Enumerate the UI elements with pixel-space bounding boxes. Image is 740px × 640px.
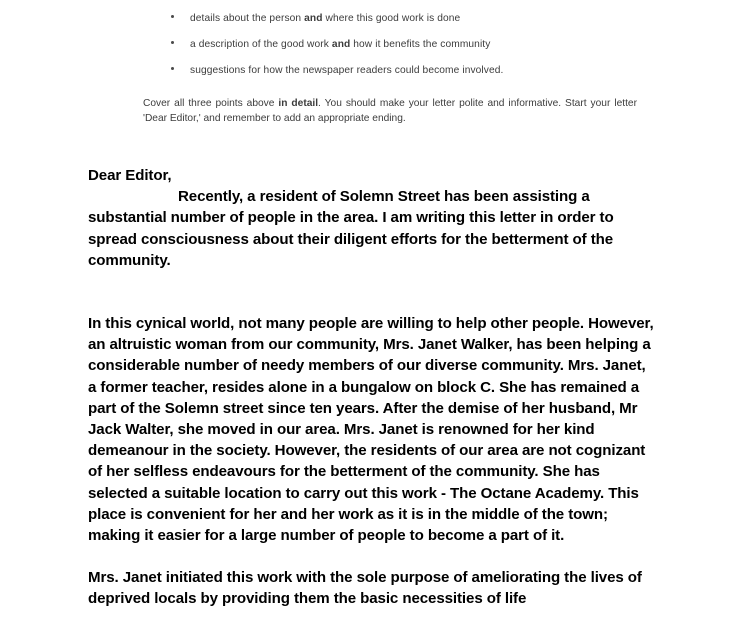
instruction-text (143, 97, 637, 127)
instruction-pre: Cover all three points above (143, 98, 279, 109)
list-item (143, 58, 639, 84)
bullet-text-pre: a description of the good work (190, 39, 332, 50)
bullet-text (190, 32, 639, 52)
bullet-text-post: where this good work is done (322, 13, 461, 24)
letter-paragraph-2: In this cynical world, not many people are willing to help other people. However, an altruistic woman from our community, Mrs. Janet Walker, has been helping a considerable number of needy members of our diverse community. Mrs. Janet, a former teacher, resides alone in a bungalow on block C. She has remained a part of the Solemn street since ten years. After the demise of her husband, Mr Jack Walter, she moved in our area. Mrs. Janet is renowned for her kind demeanour in the society. However, the residents of our area are not cognizant of her selfless endeavours for the betterment of the community. She has selected a suitable location to carry out this work - The Octane Academy. This place is convenient for her and her work as it is in the middle of the town; making it easier for a large number of people to become a part of it. (88, 315, 654, 545)
bullet-text-pre: details about the person (190, 13, 305, 24)
list-item (143, 32, 639, 58)
bullet-text-post: how it benefits the community (350, 39, 491, 50)
list-item (143, 6, 639, 32)
bullet-dot-icon (171, 15, 174, 18)
instruction-post: . You should make your letter polite and informative. Start your letter 'Dear Editor,' and remember to add an appropriate ending. (143, 98, 637, 124)
paragraph-spacer (88, 546, 654, 567)
letter-paragraph-1: Recently, a resident of Solemn Street has been assisting a substantial number of people in the area. I am writing this letter in order to spread consciousness about their diligent efforts for the betterment of the community. (88, 188, 614, 269)
bullet-text-bold: and (331, 39, 351, 50)
bullet-dot-icon (171, 41, 174, 44)
instruction-bold: in detail (278, 98, 319, 109)
bullet-text-bold: and (304, 13, 323, 24)
task-bullet-list (143, 6, 639, 84)
letter-paragraph-3: Mrs. Janet initiated this work with the sole purpose of ameliorating the lives of deprived locals by providing them the basic necessities of life (88, 569, 642, 608)
bullet-dot-icon (171, 67, 174, 70)
bullet-text-pre: suggestions for how the newspaper readers could become involved. (190, 65, 504, 76)
paragraph-spacer (88, 271, 654, 313)
task-instruction-paragraph (143, 97, 637, 127)
letter-body (88, 165, 654, 610)
letter-salutation: Dear Editor, (88, 167, 172, 184)
task-instructions-block (143, 6, 639, 127)
bullet-text (190, 58, 639, 78)
bullet-text (190, 6, 639, 26)
